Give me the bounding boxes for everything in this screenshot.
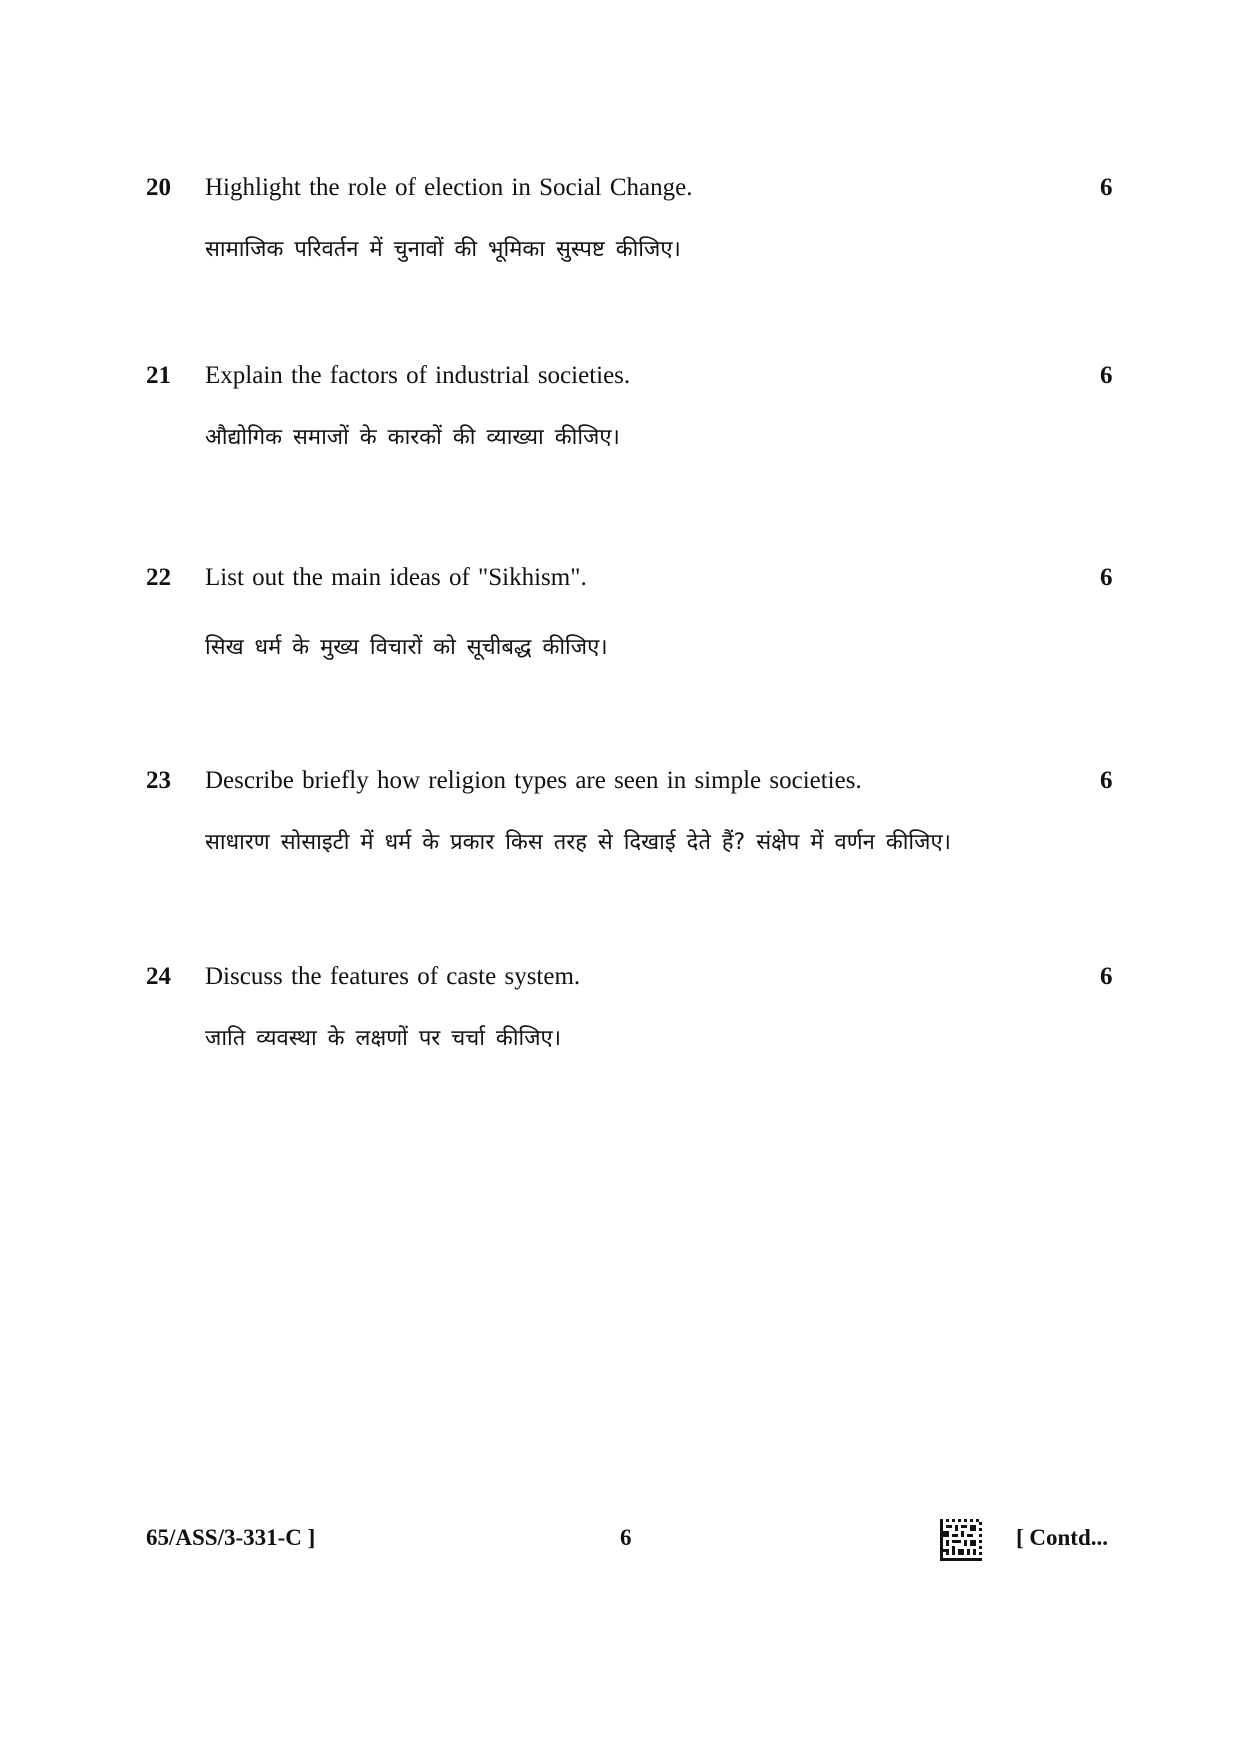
question-text-english: Discuss the features of caste system. <box>205 963 581 990</box>
question-text-english: Explain the factors of industrial societies. <box>205 362 631 389</box>
question-text-hindi: औद्योगिक समाजों के कारकों की व्याख्या कीजिए। <box>205 425 620 450</box>
question-number: 23 <box>146 767 171 794</box>
question-number: 21 <box>146 362 171 389</box>
question-text-hindi: साधारण सोसाइटी में धर्म के प्रकार किस तरह से दिखाई देते हैं? संक्षेप में वर्णन कीजिए। <box>205 830 951 855</box>
question-marks: 6 <box>1100 362 1113 389</box>
qr-code-icon <box>940 1519 982 1561</box>
question-text-hindi: जाति व्यवस्था के लक्षणों पर चर्चा कीजिए। <box>205 1026 562 1051</box>
continued-label: [ Contd... <box>1016 1525 1109 1550</box>
question-marks: 6 <box>1100 564 1113 591</box>
question-text-english: Describe briefly how religion types are seen in simple societies. <box>205 767 862 794</box>
question-marks: 6 <box>1100 174 1113 201</box>
question-text-hindi: सामाजिक परिवर्तन में चुनावों की भूमिका सुस्पष्ट कीजिए। <box>205 237 681 262</box>
page-footer <box>0 1522 1240 1562</box>
page-number: 6 <box>620 1525 632 1550</box>
question-text-english: Highlight the role of election in Social Change. <box>205 174 693 201</box>
question-marks: 6 <box>1100 767 1113 794</box>
question-marks: 6 <box>1100 963 1113 990</box>
question-text-hindi: सिख धर्म के मुख्य विचारों को सूचीबद्ध कीजिए। <box>205 635 608 660</box>
question-text-english: List out the main ideas of "Sikhism". <box>205 564 587 591</box>
question-number: 22 <box>146 564 171 591</box>
question-number: 20 <box>146 174 171 201</box>
question-number: 24 <box>146 963 171 990</box>
paper-code: 65/ASS/3-331-C ] <box>146 1525 316 1550</box>
